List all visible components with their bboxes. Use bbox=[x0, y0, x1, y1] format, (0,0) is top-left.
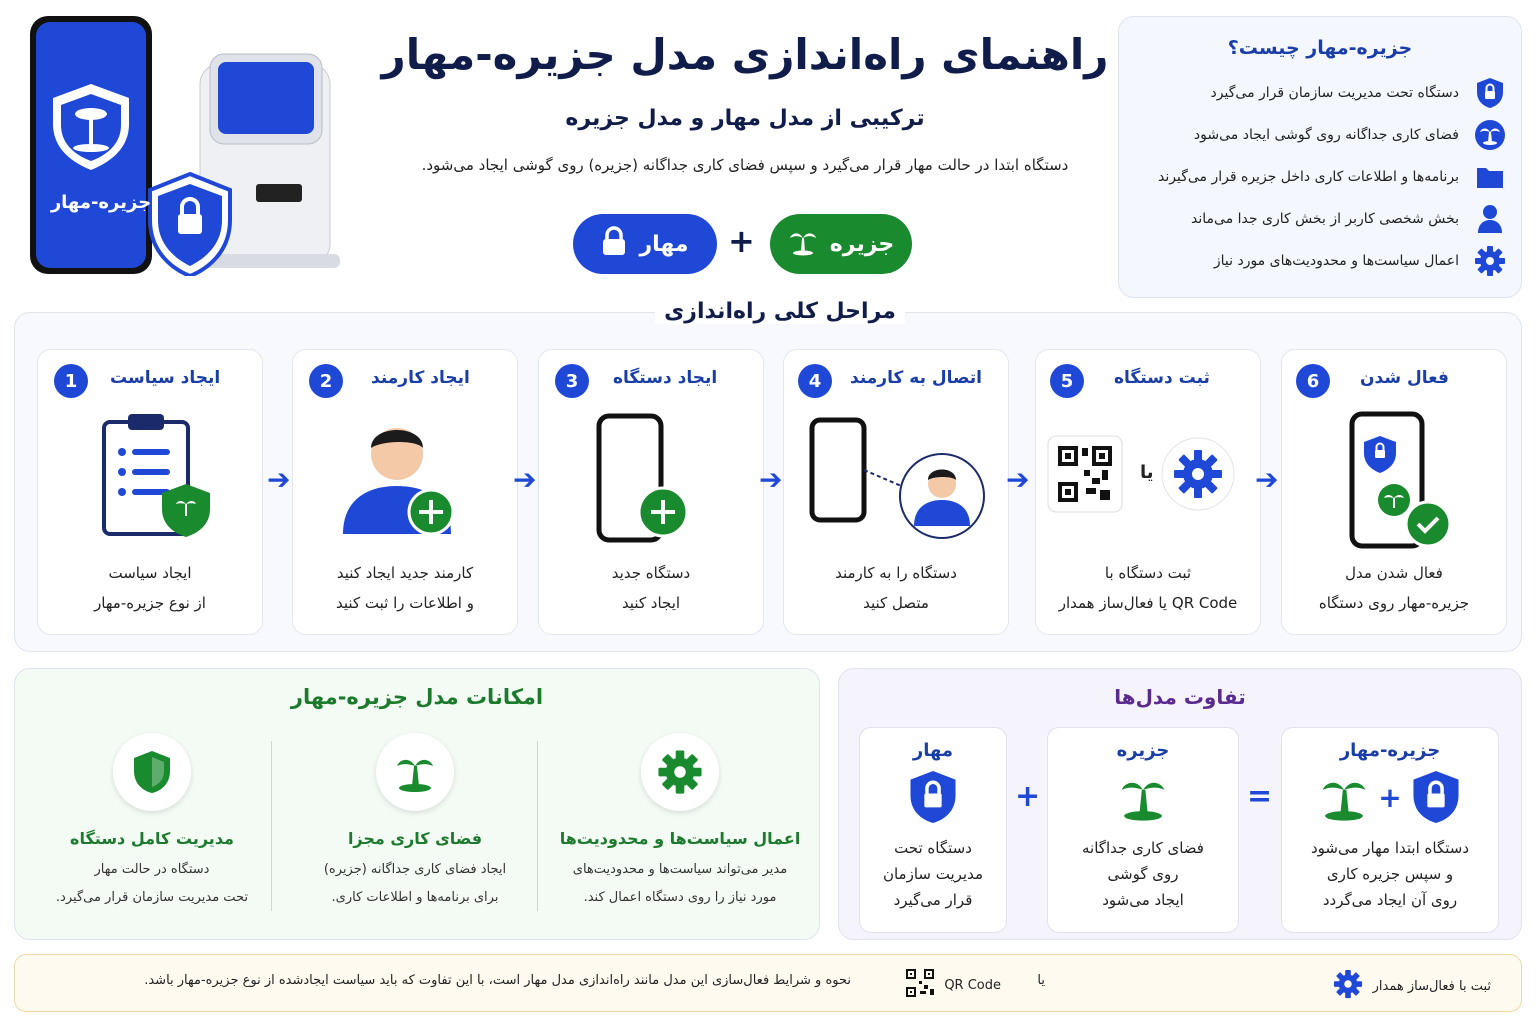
gear-icon bbox=[1473, 244, 1507, 278]
step-line2: QR Code یا فعال‌ساز همدار bbox=[1058, 594, 1238, 612]
step-number: 1 bbox=[54, 364, 88, 398]
diff-line: ایجاد می‌شود bbox=[1102, 891, 1184, 909]
shield-lock-icon bbox=[1473, 76, 1507, 110]
clipboard-icon bbox=[38, 408, 262, 558]
palm-tree-icon bbox=[1048, 767, 1238, 827]
footer-note-text: نحوه و شرایط فعال‌سازی این مدل مانند راه‌اندازی مدل مهار است، با این تفاوت که باید سیاست ایجادشده از نوع جزیره-مهار باشد. bbox=[144, 973, 851, 988]
info-item bbox=[1135, 199, 1507, 239]
info-item-label: فضای کاری جداگانه روی گوشی ایجاد می‌شود bbox=[1193, 127, 1459, 143]
gear-icon bbox=[1333, 969, 1363, 1003]
diff-card-title: مهار bbox=[912, 740, 954, 761]
qr-or-activator bbox=[1036, 408, 1260, 558]
feature-title: اعمال سیاست‌ها و محدودیت‌ها bbox=[559, 829, 801, 848]
feature-line1: مدیر می‌تواند سیاست‌ها و محدودیت‌های bbox=[572, 862, 788, 877]
divider bbox=[271, 741, 272, 911]
step-4 bbox=[783, 349, 1009, 635]
equals-sign: = bbox=[1247, 779, 1273, 814]
step-number: 5 bbox=[1050, 364, 1084, 398]
footer-or: یا bbox=[1037, 973, 1045, 988]
feature-title: فضای کاری مجزا bbox=[347, 829, 483, 848]
footer-qr bbox=[904, 967, 1001, 1003]
palm-tree-icon bbox=[1473, 118, 1507, 152]
step-line1: ثبت دستگاه با bbox=[1104, 564, 1192, 582]
shield-icon bbox=[113, 733, 191, 811]
page-title: راهنمای راه‌اندازی مدل جزیره-مهار bbox=[381, 30, 1109, 79]
info-item bbox=[1135, 115, 1507, 155]
step-number: 6 bbox=[1296, 364, 1330, 398]
features-panel bbox=[14, 668, 820, 940]
step-title: ایجاد دستگاه bbox=[613, 368, 718, 388]
plus-sign: + bbox=[728, 222, 755, 260]
feature-title: مدیریت کامل دستگاه bbox=[70, 829, 234, 848]
step-title: ایجاد کارمند bbox=[371, 368, 470, 388]
arrow-right-icon: ➔ bbox=[513, 463, 537, 496]
link-device-icon bbox=[784, 408, 1008, 558]
step-2 bbox=[292, 349, 518, 635]
diff-card-title: جزیره bbox=[1116, 740, 1170, 761]
steps-title: مراحل کلی راه‌اندازی bbox=[655, 299, 905, 324]
feature-line2: مورد نیاز را روی دستگاه اعمال کند. bbox=[583, 890, 777, 905]
step-number: 4 bbox=[798, 364, 832, 398]
lock-icon bbox=[601, 226, 627, 262]
setup-steps bbox=[14, 299, 1522, 652]
step-number: 2 bbox=[309, 364, 343, 398]
step-6 bbox=[1281, 349, 1507, 635]
step-title: ایجاد سیاست bbox=[110, 368, 221, 388]
qr-code-icon bbox=[904, 967, 936, 1003]
arrow-right-icon: ➔ bbox=[267, 463, 291, 496]
info-item-label: بخش شخصی کاربر از بخش کاری جدا می‌ماند bbox=[1191, 211, 1459, 227]
step-line1: فعال شدن مدل bbox=[1345, 564, 1443, 582]
feature-line1: دستگاه در حالت مهار bbox=[94, 862, 210, 877]
step-3 bbox=[538, 349, 764, 635]
diff-card-jazire-mohar bbox=[1281, 727, 1499, 933]
plus-sign: + bbox=[1015, 779, 1041, 814]
info-box bbox=[1118, 16, 1522, 298]
info-item-label: دستگاه تحت مدیریت سازمان قرار می‌گیرد bbox=[1210, 85, 1459, 101]
hero-illustration bbox=[20, 14, 350, 276]
divider bbox=[537, 741, 538, 911]
gear-icon bbox=[641, 733, 719, 811]
model-differences bbox=[838, 668, 1522, 940]
arrow-right-icon: ➔ bbox=[759, 463, 783, 496]
feature-workspace bbox=[290, 733, 540, 933]
info-title: جزیره-مهار چیست؟ bbox=[1227, 37, 1413, 59]
mohar-pill bbox=[573, 214, 717, 274]
feature-device-management bbox=[27, 733, 277, 933]
palm-tree-icon bbox=[376, 733, 454, 811]
pill-jazire-label: جزیره bbox=[829, 231, 895, 257]
diff-line: قرار می‌گیرد bbox=[893, 891, 973, 909]
step-title: اتصال به کارمند bbox=[850, 368, 982, 388]
folder-icon bbox=[1473, 160, 1507, 194]
step-line1: ایجاد سیاست bbox=[108, 564, 192, 582]
features-title: امکانات مدل جزیره-مهار bbox=[290, 685, 544, 709]
step-title: ثبت دستگاه bbox=[1114, 368, 1210, 388]
diff-line: روی آن ایجاد می‌گردد bbox=[1322, 891, 1458, 909]
arrow-right-icon: ➔ bbox=[1255, 463, 1279, 496]
step-line1: دستگاه را به کارمند bbox=[835, 564, 957, 582]
info-item bbox=[1135, 73, 1507, 113]
step-5 bbox=[1035, 349, 1261, 635]
step-line2: متصل کنید bbox=[863, 594, 929, 612]
arrow-right-icon: ➔ bbox=[1006, 463, 1030, 496]
footer-note bbox=[14, 954, 1522, 1012]
feature-policies bbox=[555, 733, 805, 933]
palm-tree-icon bbox=[788, 226, 818, 262]
shield-lock-icon bbox=[860, 767, 1006, 827]
page-subtitle: ترکیبی از مدل مهار و مدل جزیره bbox=[565, 106, 925, 131]
diff-card-title: جزیره-مهار bbox=[1339, 740, 1441, 761]
info-item-label: اعمال سیاست‌ها و محدودیت‌های مورد نیاز bbox=[1213, 253, 1459, 269]
diff-card-mohar bbox=[859, 727, 1007, 933]
diff-line: روی گوشی bbox=[1107, 865, 1179, 883]
page-description: دستگاه ابتدا در حالت مهار قرار می‌گیرد و سپس فضای کاری جداگانه (جزیره) روی گوشی ایجاد می‌شود. bbox=[421, 156, 1069, 174]
info-item-label: برنامه‌ها و اطلاعات کاری داخل جزیره قرار می‌گیرند bbox=[1158, 169, 1459, 185]
footer-activator bbox=[1333, 969, 1491, 1003]
info-item bbox=[1135, 157, 1507, 197]
step-line2: ایجاد کنید bbox=[621, 594, 681, 612]
diff-line: فضای کاری جداگانه bbox=[1082, 839, 1204, 857]
feature-line1: ایجاد فضای کاری جداگانه (جزیره) bbox=[323, 862, 507, 877]
diff-line: مدیریت سازمان bbox=[882, 865, 984, 883]
shield-plus-palm-icon: + bbox=[1282, 767, 1498, 827]
diff-line: دستگاه ابتدا مهار می‌شود bbox=[1311, 839, 1469, 857]
diff-line: دستگاه تحت bbox=[894, 839, 972, 857]
diff-card-jazire bbox=[1047, 727, 1239, 933]
add-user-icon bbox=[293, 408, 517, 558]
step-line1: کارمند جدید ایجاد کنید bbox=[336, 564, 474, 582]
activated-device-icon bbox=[1282, 408, 1506, 558]
info-item bbox=[1135, 241, 1507, 281]
feature-line2: برای برنامه‌ها و اطلاعات کاری. bbox=[331, 890, 499, 905]
step-number: 3 bbox=[555, 364, 589, 398]
or-label: یا bbox=[1140, 462, 1154, 483]
add-device-icon bbox=[539, 408, 763, 558]
footer-qr-label: QR Code bbox=[944, 977, 1001, 993]
footer-activator-label: ثبت با فعال‌ساز همدار bbox=[1372, 978, 1491, 994]
step-line2: از نوع جزیره-مهار bbox=[94, 594, 206, 612]
step-title: فعال شدن bbox=[1360, 368, 1449, 388]
step-line2: و اطلاعات را ثبت کنید bbox=[336, 594, 474, 612]
feature-line2: تحت مدیریت سازمان قرار می‌گیرد. bbox=[55, 890, 249, 905]
jazire-pill bbox=[770, 214, 912, 274]
pill-mohar-label: مهار bbox=[639, 231, 689, 257]
step-line2: جزیره-مهار روی دستگاه bbox=[1318, 594, 1470, 612]
diff-line: و سپس جزیره کاری bbox=[1326, 865, 1454, 883]
hero-phone-label: جزیره-مهار bbox=[50, 192, 152, 213]
diff-title: تفاوت مدل‌ها bbox=[1114, 685, 1246, 709]
user-icon bbox=[1473, 202, 1507, 236]
step-line1: دستگاه جدید bbox=[611, 564, 691, 582]
step-1 bbox=[37, 349, 263, 635]
